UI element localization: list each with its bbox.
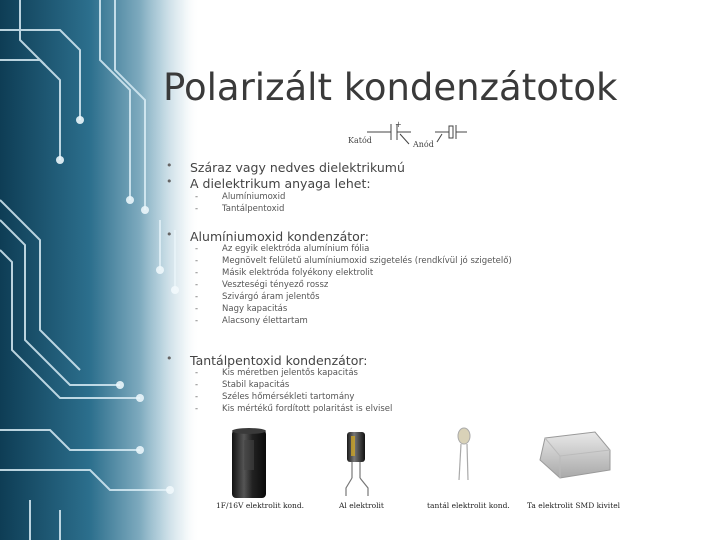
slide-title: Polarizált kondenzátotok xyxy=(163,66,618,109)
caption-smd-tantalum: Ta elektrolit SMD kivitel xyxy=(527,501,621,510)
list-item: - Kis méretben jelentős kapacitás xyxy=(195,368,358,378)
list-item: - Megnövelt felületű alumíniumoxid szigetelés (rendkívül jó szigetelő) xyxy=(195,256,512,266)
bullet-dielectric-material: • A dielektrikum anyaga lehet: xyxy=(166,175,371,191)
list-item: - Alacsony élettartam xyxy=(195,316,308,326)
list-item: - Alumíniumoxid xyxy=(195,192,286,202)
bullet-aluminium-heading: • Alumíniumoxid kondenzátor: xyxy=(166,228,369,244)
list-item: - Szivárgó áram jelentős xyxy=(195,292,320,302)
anode-label: Anód xyxy=(413,140,434,149)
tantalum-capacitor-image xyxy=(458,428,470,480)
caption-large-electrolytic: 1F/16V elektrolit kond. xyxy=(216,501,305,510)
list-item: - Nagy kapacitás xyxy=(195,304,288,314)
list-item: - Veszteségi tényező rossz xyxy=(195,280,329,290)
bullet-dot: • xyxy=(166,228,173,241)
list-item: - Az egyik elektróda alumínium fólia xyxy=(195,244,370,254)
bullet-dielectric-type: • Száraz vagy nedves dielektrikumú xyxy=(166,159,405,175)
bullet-tantalum-heading: • Tantálpentoxid kondenzátor: xyxy=(166,352,368,368)
large-electrolytic-capacitor-image xyxy=(232,428,266,498)
list-item: - Kis mértékű fordított polaritást is elvisel xyxy=(195,404,393,414)
bullet-dot: • xyxy=(166,175,173,188)
list-item: - Széles hőmérsékleti tartomány xyxy=(195,392,355,402)
smd-tantalum-capacitor-image xyxy=(540,432,610,478)
capacitor-photos xyxy=(200,420,640,520)
list-item: - Tantálpentoxid xyxy=(195,204,285,214)
bullet-dot: • xyxy=(166,159,173,172)
bullet-dot: • xyxy=(166,352,173,365)
list-item: - Másik elektróda folyékony elektrolit xyxy=(195,268,374,278)
list-item: - Stabil kapacitás xyxy=(195,380,290,390)
al-electrolytic-capacitor-image xyxy=(346,432,368,496)
caption-al-electrolytic: Al elektrolit xyxy=(339,501,384,510)
caption-tantalum: tantál elektrolit kond. xyxy=(427,501,510,510)
plus-sign: + xyxy=(395,120,402,129)
capacitor-symbol-diagram xyxy=(345,120,475,150)
cathode-label: Katód xyxy=(348,136,372,145)
